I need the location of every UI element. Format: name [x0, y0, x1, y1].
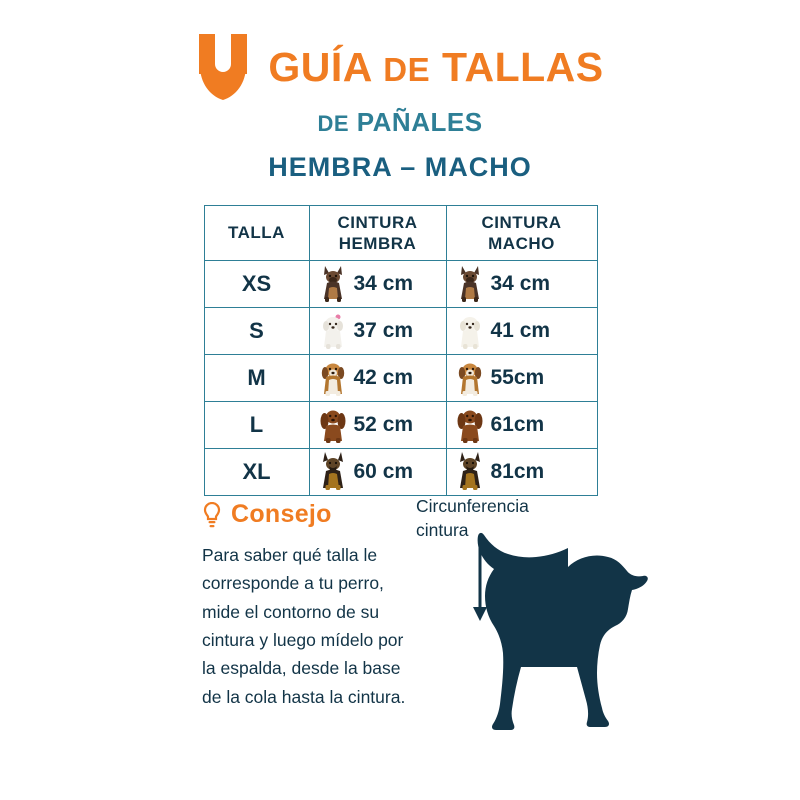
cocker-spaniel-icon — [453, 405, 487, 445]
column-header-hembra-line1: CINTURA — [337, 212, 418, 232]
cell-hembra — [309, 355, 446, 402]
cocker-spaniel-icon — [316, 405, 350, 445]
column-header-cintura-hembra — [309, 206, 446, 261]
chihuahua-icon — [453, 264, 487, 304]
page-subtitle — [0, 107, 800, 138]
tip-text: Para saber qué talla le corresponde a tu perro, mide el contorno de su cintura y luego mídelo por la espalda, desde la base de la cola hasta la cintura. — [202, 545, 406, 707]
tip-title: Consejo — [231, 500, 332, 528]
table-header-row — [204, 206, 597, 261]
lightbulb-icon — [202, 502, 222, 528]
cell-hembra — [309, 261, 446, 308]
dog-silhouette-illustration — [392, 495, 692, 785]
page-title — [268, 43, 604, 90]
cell-hembra — [309, 449, 446, 496]
cell-hembra — [309, 402, 446, 449]
cell-macho — [446, 308, 597, 355]
chihuahua-icon — [316, 264, 350, 304]
column-header-macho-line1: CINTURA — [481, 212, 562, 232]
column-header-talla-line1: TALLA — [228, 223, 285, 243]
tip-header — [202, 500, 412, 529]
size-table — [204, 205, 598, 496]
column-header-cintura-macho — [446, 206, 597, 261]
callout-line-2: cintura — [416, 519, 469, 540]
value-hembra: 42 cm — [353, 366, 414, 389]
value-hembra: 34 cm — [353, 272, 414, 295]
cell-talla: XL — [204, 449, 309, 496]
value-macho: 61cm — [490, 413, 545, 436]
table-row — [204, 261, 597, 308]
tip-section — [202, 500, 412, 711]
cell-talla: S — [204, 308, 309, 355]
cell-talla: M — [204, 355, 309, 402]
column-header-macho-line2: MACHO — [488, 234, 555, 253]
german-shepherd-icon — [453, 452, 487, 492]
cell-talla: XS — [204, 261, 309, 308]
title-main: GUÍA — [268, 43, 372, 90]
table-body — [204, 261, 597, 496]
cell-macho — [446, 449, 597, 496]
value-macho: 55cm — [490, 366, 545, 389]
column-header-talla — [204, 206, 309, 261]
value-hembra: 60 cm — [353, 460, 414, 483]
page-subtitle-2: HEMBRA – MACHO — [268, 152, 532, 182]
cell-macho — [446, 355, 597, 402]
table-row — [204, 308, 597, 355]
beagle-icon — [316, 358, 350, 398]
subtitle-rest: PAÑALES — [356, 107, 483, 137]
column-header-hembra-line2: HEMBRA — [338, 234, 417, 253]
title-rest: TALLAS — [441, 43, 604, 90]
value-hembra: 52 cm — [353, 413, 414, 436]
table-row — [204, 449, 597, 496]
value-hembra: 37 cm — [353, 319, 414, 342]
title-row — [0, 34, 800, 100]
cell-hembra — [309, 308, 446, 355]
cell-macho — [446, 261, 597, 308]
value-macho: 81cm — [490, 460, 545, 483]
value-macho: 41 cm — [490, 319, 551, 342]
u-cup-logo-icon — [196, 34, 250, 100]
subtitle-de: DE — [317, 111, 349, 136]
german-shepherd-icon — [316, 452, 350, 492]
table-row — [204, 355, 597, 402]
cell-talla: L — [204, 402, 309, 449]
cell-macho — [446, 402, 597, 449]
table-header — [204, 206, 597, 261]
size-table-wrapper — [204, 205, 597, 496]
value-macho: 34 cm — [490, 272, 551, 295]
title-de: DE — [383, 50, 431, 88]
beagle-icon — [453, 358, 487, 398]
callout-line-1: Circunferencia — [416, 496, 529, 516]
maltese-icon — [453, 311, 487, 351]
page-header — [0, 0, 800, 183]
maltese-icon — [316, 311, 350, 351]
waist-measure-band — [468, 623, 475, 697]
dog-silhouette-icon — [478, 533, 648, 730]
table-row — [204, 402, 597, 449]
